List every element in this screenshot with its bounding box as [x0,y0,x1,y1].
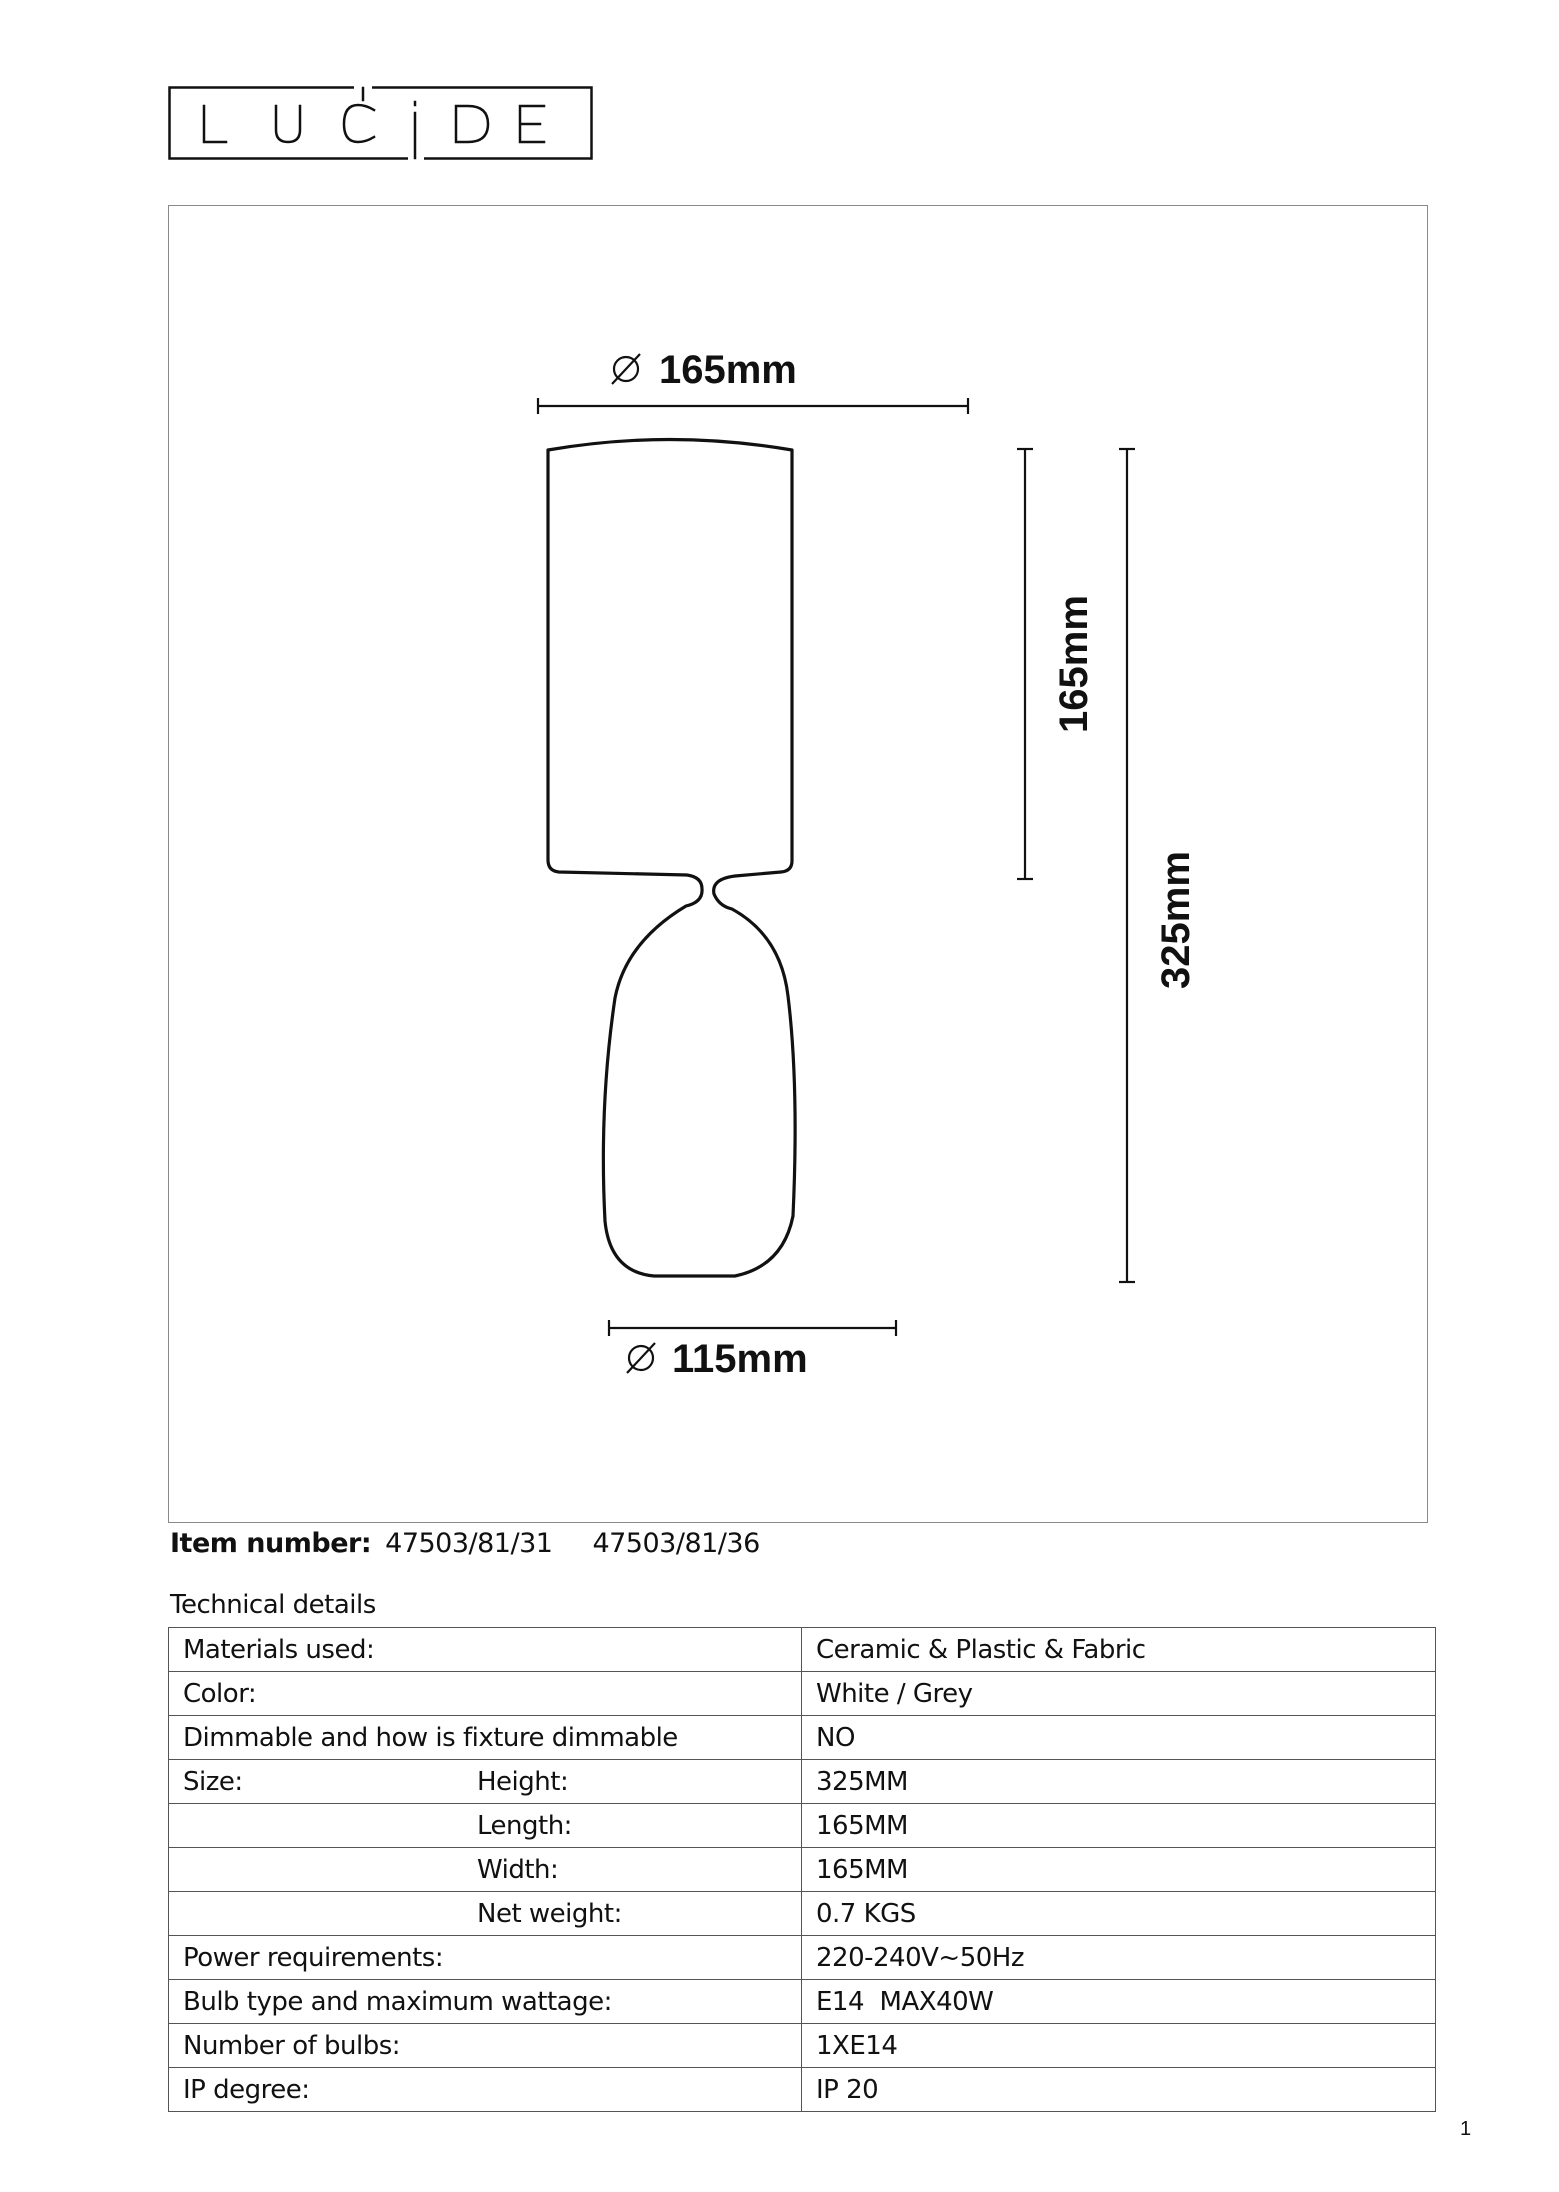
table-row [169,1892,1436,1936]
row-value: 0.7 KGS [802,1892,1436,1936]
row-sublabel: Length: [477,1804,802,1848]
page-number: 1 [1460,2118,1472,2140]
row-label: Color: [169,1672,478,1716]
row-sublabel: Net weight: [477,1892,802,1936]
row-value: 165MM [802,1804,1436,1848]
base-diameter-label: 115mm [672,1337,808,1381]
row-value: 325MM [802,1760,1436,1804]
shade-diameter-label: 165mm [659,348,797,392]
row-value: Ceramic & Plastic & Fabric [802,1628,1436,1672]
technical-details-title: Technical details [170,1590,376,1620]
table-row [169,1804,1436,1848]
row-sublabel [477,2068,802,2112]
product-drawing [168,205,1428,1523]
row-label: Size: [169,1760,478,1804]
table-row [169,1760,1436,1804]
row-label [169,1804,478,1848]
row-value: 220-240V~50Hz [802,1936,1436,1980]
table-row [169,2024,1436,2068]
row-label: Number of bulbs: [169,2024,478,2068]
row-value: 165MM [802,1848,1436,1892]
lamp-dimension-drawing [169,206,1429,1524]
item-number-2: 47503/81/36 [592,1528,760,1559]
row-sublabel: Height: [477,1760,802,1804]
row-label [169,1848,478,1892]
table-row [169,2068,1436,2112]
row-value: IP 20 [802,2068,1436,2112]
table-row [169,1848,1436,1892]
lucide-logo [168,86,593,160]
row-label: Materials used: [169,1628,478,1672]
table-row [169,1716,1436,1760]
row-value: 1XE14 [802,2024,1436,2068]
row-label: Power requirements: [169,1936,478,1980]
row-value: White / Grey [802,1672,1436,1716]
table-row [169,1672,1436,1716]
total-height-label: 325mm [1154,851,1198,989]
row-sublabel [477,1936,802,1980]
table-row [169,1936,1436,1980]
row-sublabel [477,1672,802,1716]
row-sublabel: Width: [477,1848,802,1892]
row-sublabel [477,2024,802,2068]
item-number-label: Item number: [170,1528,372,1559]
row-value: E14 MAX40W [802,1980,1436,2024]
table-row [169,1628,1436,1672]
row-label: Bulb type and maximum wattage: [169,1980,478,2024]
technical-details-table [168,1627,1436,2112]
row-value: NO [802,1716,1436,1760]
item-number-1: 47503/81/31 [385,1528,553,1559]
row-sublabel [477,1628,802,1672]
table-row [169,1980,1436,2024]
shade-height-label: 165mm [1052,595,1096,733]
lamp-outline [548,440,795,1277]
item-number-line [170,1528,760,1559]
row-label: Dimmable and how is fixture dimmable [169,1716,478,1760]
row-label [169,1892,478,1936]
row-label: IP degree: [169,2068,478,2112]
